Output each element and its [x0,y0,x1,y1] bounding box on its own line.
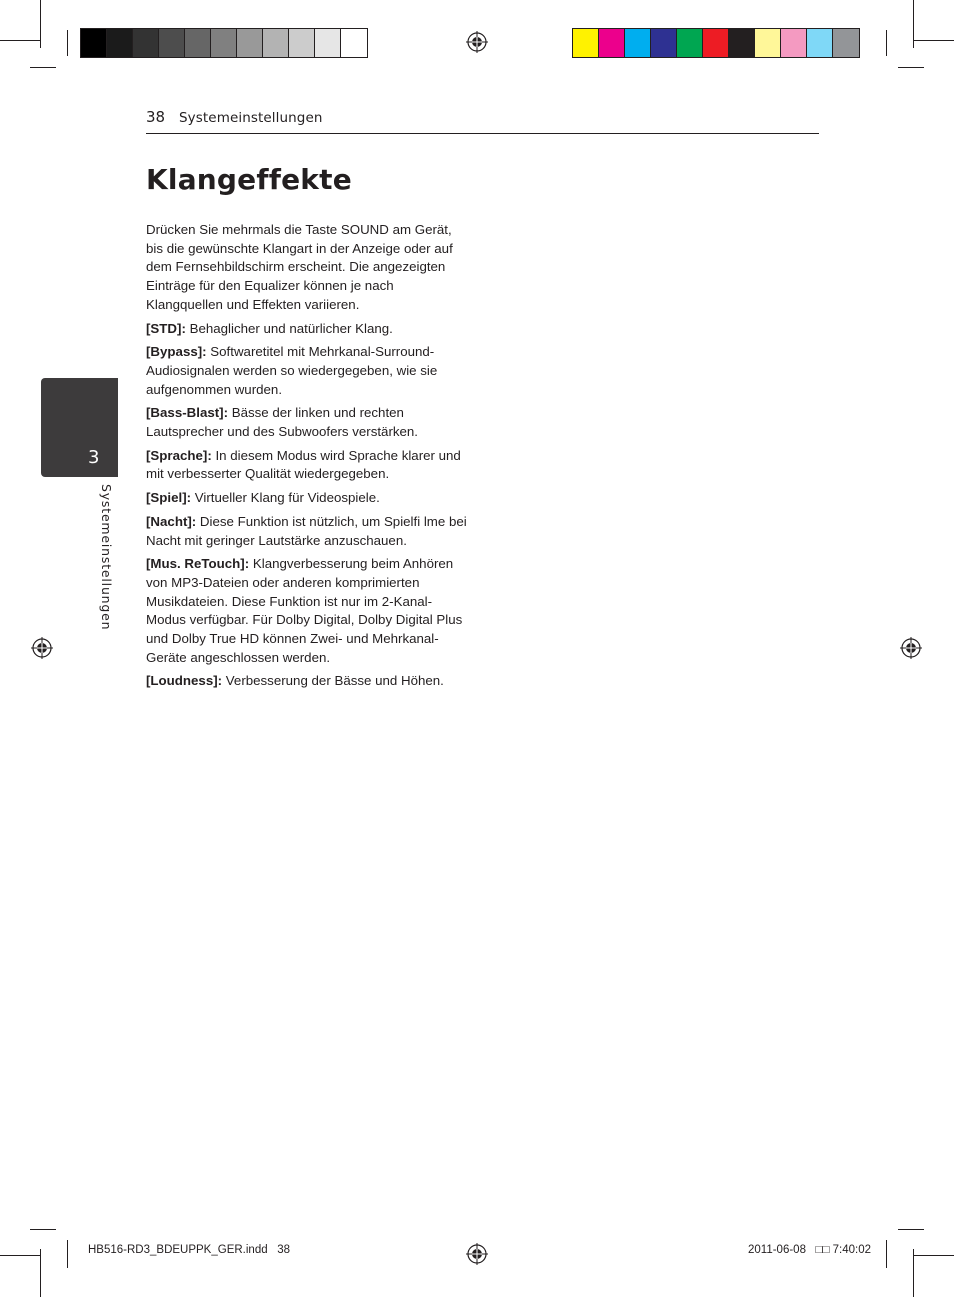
sound-mode-description: Softwaretitel mit Mehrkanal-Surround-Audiosignalen werden so wiedergegeben, wie sie aufgenommen wurden. [146,344,438,397]
page-number: 38 [146,108,166,126]
color-swatch [289,29,315,57]
color-swatch [729,29,755,57]
color-swatch [341,29,367,57]
sound-mode-term: [Bypass]: [146,344,207,360]
crop-mark [40,1249,41,1297]
grayscale-calibration-bar [80,28,368,58]
chapter-number: 3 [88,447,100,468]
page-title: Klangeffekte [146,163,352,196]
running-header-section: Systemeinstellungen [179,110,323,126]
crop-mark [0,1255,40,1256]
sound-mode-entry [146,343,471,399]
crop-mark [67,30,68,56]
registration-mark-icon [31,637,53,659]
crop-mark [30,1229,56,1230]
sound-mode-description: Virtueller Klang für Videospiele. [191,490,380,506]
crop-mark [886,1240,887,1268]
color-swatch [651,29,677,57]
sound-mode-term: [STD]: [146,320,186,336]
sound-mode-term: [Sprache]: [146,447,212,463]
crop-mark [886,30,887,56]
color-swatch [133,29,159,57]
registration-mark-icon [900,637,922,659]
color-swatch [781,29,807,57]
sound-mode-term: [Nacht]: [146,513,197,529]
registration-mark-icon [466,1243,488,1265]
sound-mode-entry [146,555,471,667]
color-swatch [107,29,133,57]
sound-mode-description: Diese Funktion ist nützlich, um Spielfi lme bei Nacht mit geringer Lautstärke anzuschauen. [146,513,467,548]
color-swatch [81,29,107,57]
color-swatch [807,29,833,57]
sound-mode-entry [146,513,471,550]
crop-mark [67,1240,68,1268]
sound-mode-entry [146,404,471,441]
crop-mark [898,67,924,68]
sound-mode-term: [Bass-Blast]: [146,405,229,421]
color-calibration-bar [572,28,860,58]
footer-file-name: HB516-RD3_BDEUPPK_GER.indd 38 [88,1244,290,1256]
sound-mode-description: Klangverbesserung beim Anhören von MP3-Dateien oder anderen komprimierten Musikdateien. Diese Funktion ist nur im 2-Kanal-Modus verfügbar. Für Dolby Digital, Dolby Digital Plus und Dolby True HD können Zwei- und Mehrkanal-Geräte angeschlossen werden. [146,556,463,665]
sound-mode-term: [Spiel]: [146,490,192,506]
sound-mode-description: Behaglicher und natürlicher Klang. [185,320,393,336]
color-swatch [159,29,185,57]
color-swatch [263,29,289,57]
sound-mode-list [146,320,471,692]
color-swatch [755,29,781,57]
color-swatch [833,29,859,57]
crop-mark [40,0,41,48]
sound-mode-entry [146,320,471,339]
intro-paragraph: Drücken Sie mehrmals die Taste SOUND am Gerät, bis die gewünschte Klangart in der Anzeige oder auf dem Fernsehbildschirm erscheint. Die angezeigten Einträge für den Equalizer können je nach Klangquellen und Effekten variieren. [146,222,453,312]
color-swatch [315,29,341,57]
sound-mode-description: In diesem Modus wird Sprache klarer und mit verbesserter Qualität wiedergegeben. [146,447,461,482]
sound-mode-term: [Loudness]: [146,673,223,689]
body-text [146,221,471,696]
registration-mark-icon [466,31,488,53]
color-swatch [211,29,237,57]
color-swatch [625,29,651,57]
sound-mode-entry [146,447,471,484]
footer-timestamp: 2011-06-08 □□ 7:40:02 [748,1244,872,1256]
chapter-tab [41,378,118,477]
color-swatch [573,29,599,57]
crop-mark [898,1229,924,1230]
sound-mode-description: Verbesserung der Bässe und Höhen. [222,673,444,689]
crop-mark [30,67,56,68]
color-swatch [237,29,263,57]
color-swatch [677,29,703,57]
sound-mode-entry [146,489,471,508]
color-swatch [703,29,729,57]
header-rule [146,133,819,134]
color-swatch [185,29,211,57]
crop-mark [913,1249,914,1297]
crop-mark [914,40,954,41]
crop-mark [0,40,40,41]
chapter-side-label: Systemeinstellungen [99,484,114,631]
color-swatch [599,29,625,57]
sound-mode-term: [Mus. ReTouch]: [146,556,250,572]
sound-mode-description: Bässe der linken und rechten Lautsprecher und des Subwoofers verstärken. [146,405,419,440]
sound-mode-entry [146,672,471,691]
crop-mark [914,1255,954,1256]
